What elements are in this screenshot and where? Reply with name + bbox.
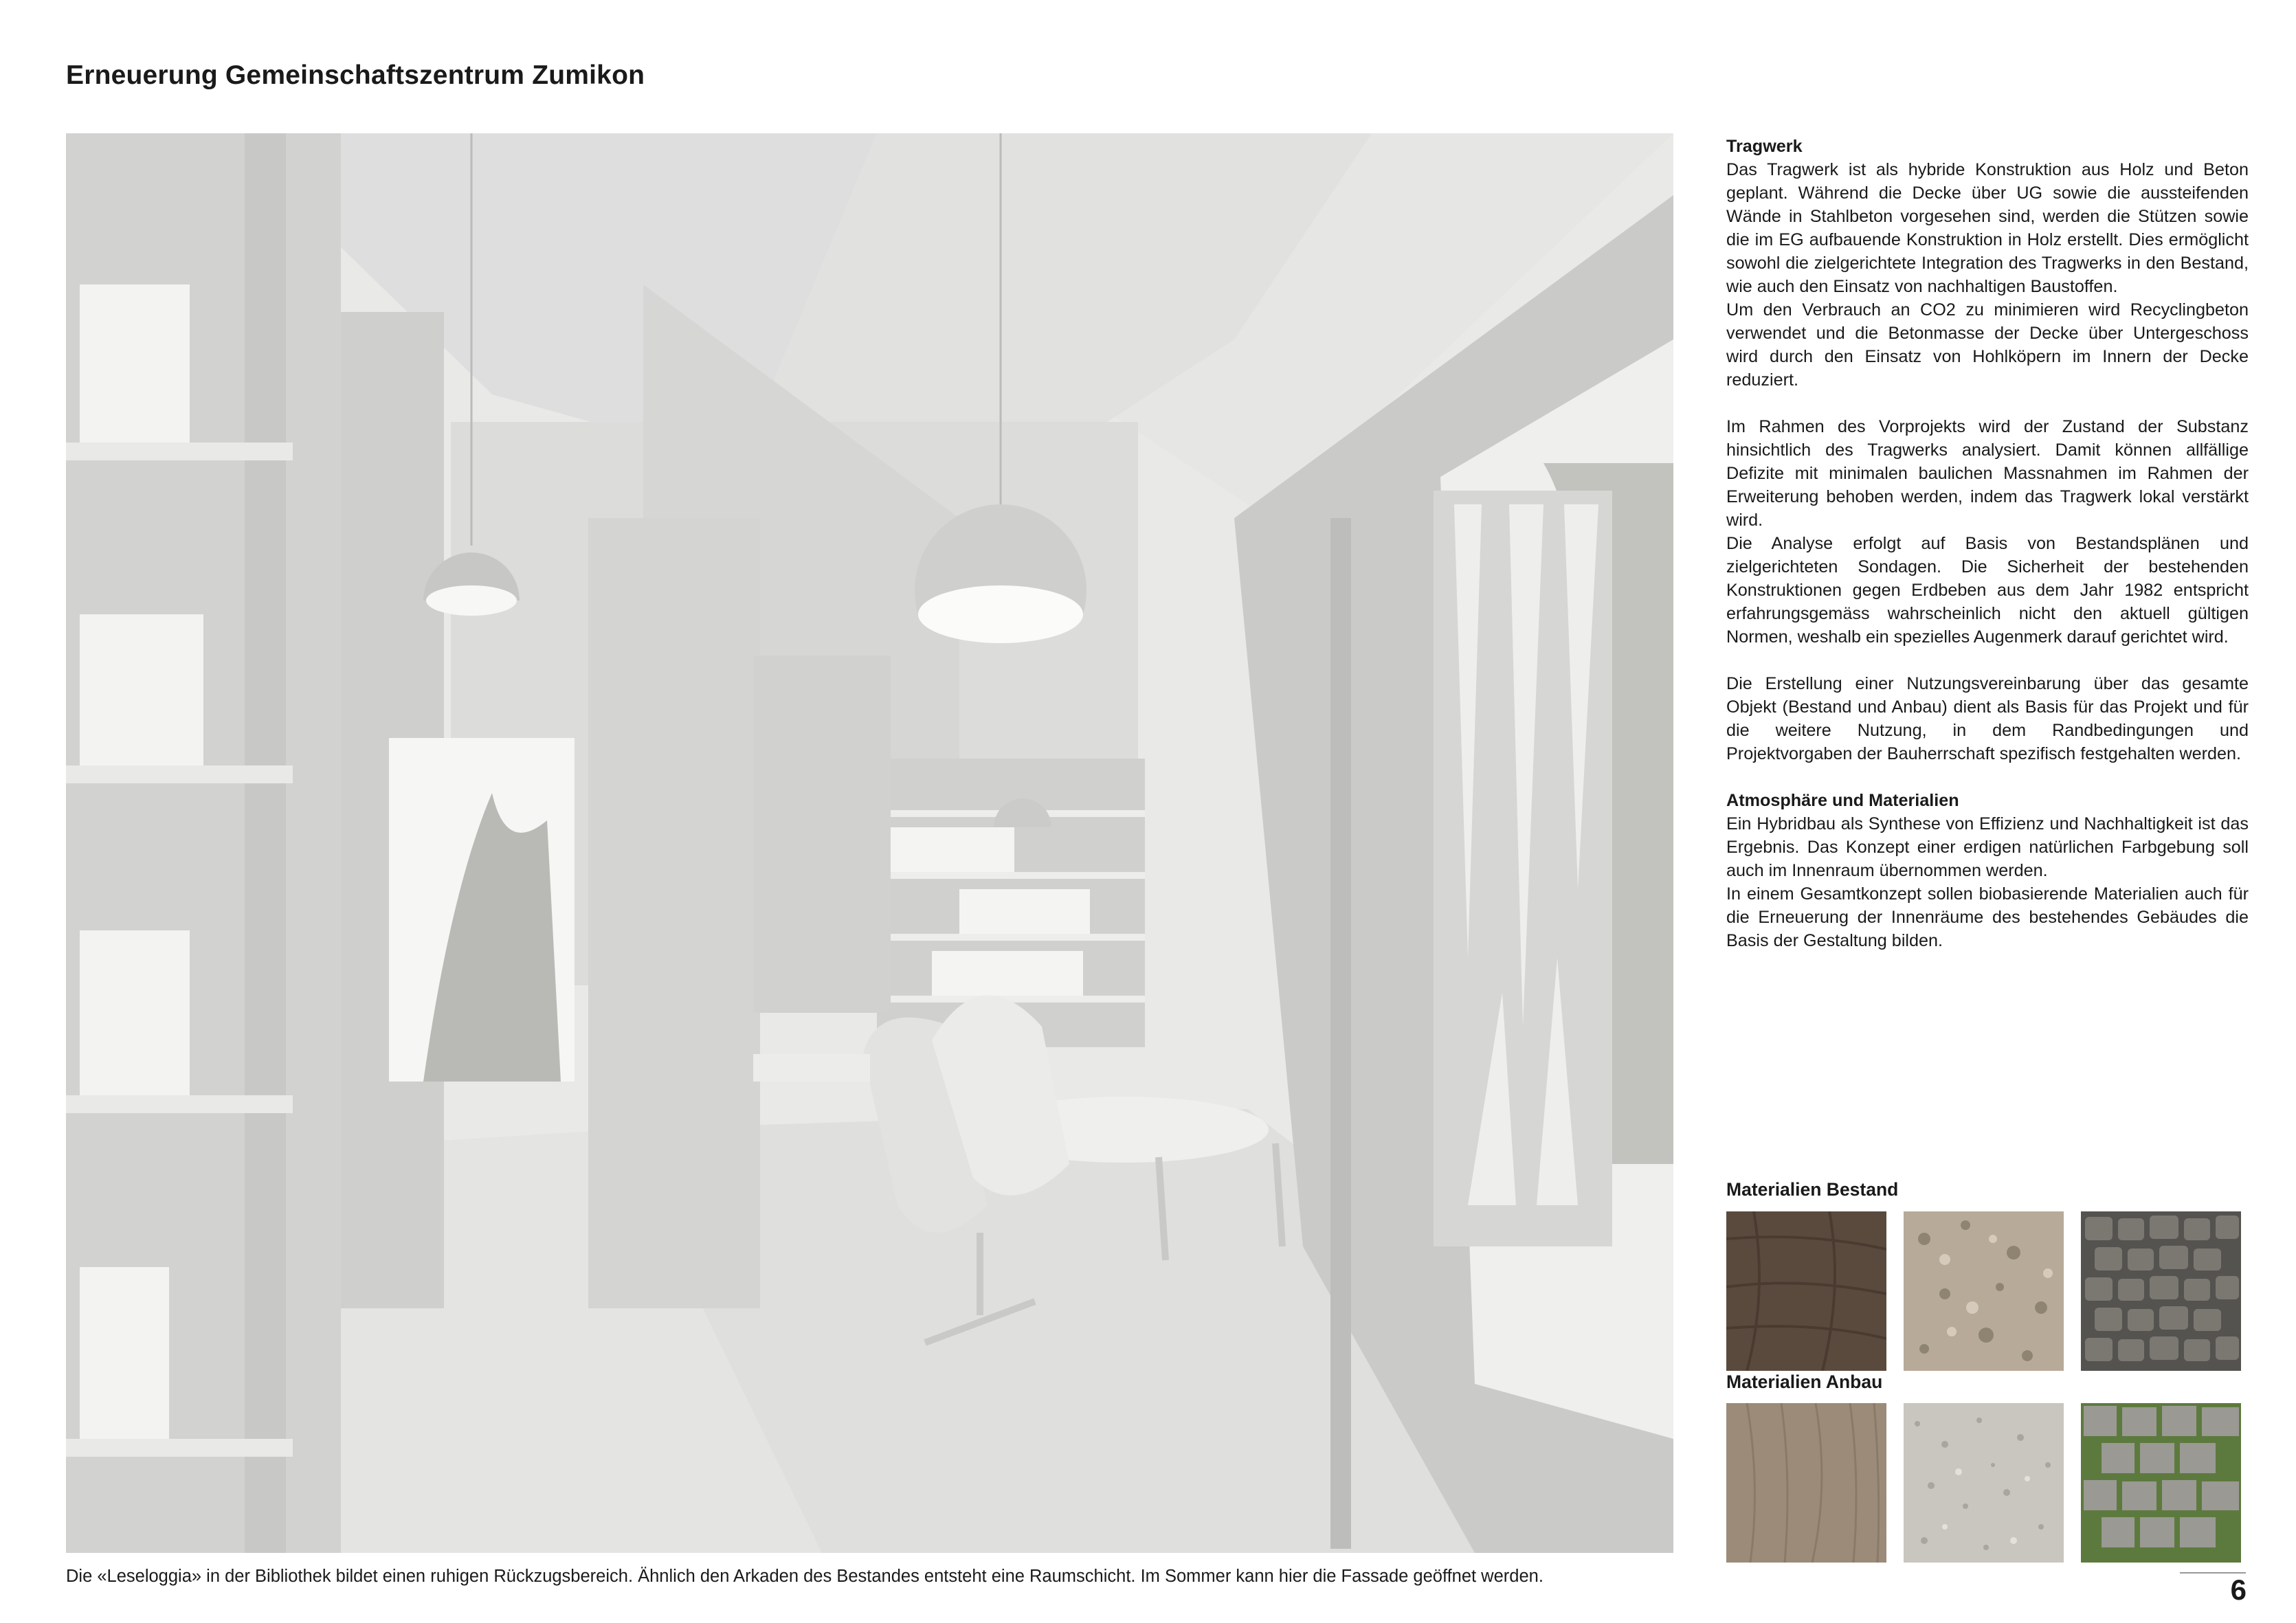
materials-anbau-label: Materialien Anbau — [1726, 1372, 1883, 1392]
page-number: 6 — [2230, 1574, 2247, 1606]
swatch-grass-paver — [2081, 1403, 2241, 1563]
tragwerk-paragraph-3: Im Rahmen des Vorprojekts wird der Zustand der Substanz hinsichtlich des Tragwerks analysiert. Damit können allfällige Defizite mit minimalen baulichen Massnahmen im Rahmen der Erweiterung behoben werden, indem das Tragwerk lokal verstärkt wird. — [1726, 417, 2249, 530]
swatch-cobblestone-paving — [2081, 1211, 2241, 1371]
swatch-light-oak-wood — [1726, 1403, 1886, 1563]
swatch-dark-walnut-wood — [1726, 1211, 1886, 1371]
interior-render-image — [66, 133, 1673, 1553]
tragwerk-paragraph-1: Das Tragwerk ist als hybride Konstruktion aus Holz und Beton geplant. Während die Decke über UG sowie die aussteifenden Wände in Stahlbeton vorgesehen sind, werden die Stützen sowie die im EG aufbauende Konstruktion in Holz erstellt. Dies ermöglicht sowohl die zielgerichtete Integration des Tragwerks in den Bestand, wie auch den Einsatz von nachhaltigen Baustoffen. — [1726, 160, 2249, 296]
atmosphere-heading: Atmosphäre und Materialien — [1726, 791, 1959, 810]
description-text-column — [1726, 135, 2249, 952]
swatch-fine-plaster — [1904, 1403, 2064, 1563]
page-title: Erneuerung Gemeinschaftszentrum Zumikon — [66, 60, 645, 90]
materials-bestand-label: Materialien Bestand — [1726, 1179, 1899, 1200]
atmosphere-paragraph-2: In einem Gesamtkonzept sollen biobasierende Materialien auch für die Erneuerung der Innenräume des bestehendes Gebäudes die Basis der Gestaltung bilden. — [1726, 884, 2249, 950]
render-caption: Die «Leseloggia» in der Bibliothek bildet einen ruhigen Rückzugsbereich. Ähnlich den Arkaden des Bestandes entsteht eine Raumschicht. Im Sommer kann hier die Fassade geöffnet werden. — [66, 1567, 1543, 1586]
atmosphere-paragraph-1: Ein Hybridbau als Synthese von Effizienz und Nachhaltigkeit ist das Ergebnis. Das Konzept einer erdigen natürlichen Farbgebung soll auch im Innenraum übernommen werden. — [1726, 814, 2249, 880]
swatch-rough-plaster — [1904, 1211, 2064, 1371]
tragwerk-heading: Tragwerk — [1726, 137, 1803, 156]
tragwerk-paragraph-2: Um den Verbrauch an CO2 zu minimieren wird Recyclingbeton verwendet und die Betonmasse der Decke über Untergeschoss wird durch den Einsatz von Hohlköpern im Innern der Decke reduziert. — [1726, 300, 2249, 390]
tragwerk-paragraph-4: Die Analyse erfolgt auf Basis von Bestandsplänen und zielgerichteten Sondagen. Die Sicherheit der bestehenden Konstruktionen gegen Erdbeben aus dem Jahr 1982 entspricht erfahrungsgemäss wahrscheinlich nicht den aktuell gültigen Normen, weshalb ein spezielles Augenmerk darauf gerichtet wird. — [1726, 534, 2249, 647]
tragwerk-paragraph-5: Die Erstellung einer Nutzungsvereinbarung über das gesamte Objekt (Bestand und Anbau) dient als Basis für das Projekt und für die weitere Nutzung, in dem Randbedingungen und Projektvorgaben der Bauherrschaft spezifisch festgehalten werden. — [1726, 674, 2249, 763]
